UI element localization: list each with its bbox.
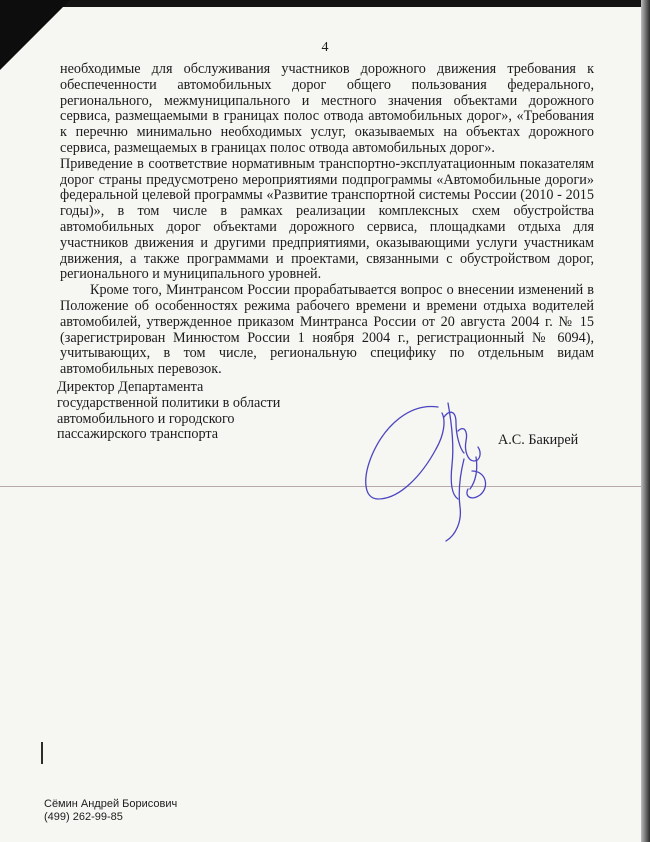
handwritten-signature xyxy=(360,395,560,545)
scan-top-edge xyxy=(0,0,650,7)
signatory-title-line: пассажирского транспорта xyxy=(57,426,219,443)
signatory-name: А.С. Бакирей xyxy=(498,432,579,448)
paragraph-1: необходимые для обслуживания участников дорожного движения требования к обеспеченности автомобильных дорог общего пользования федерального, регионального, межмуниципального и местного значения объектами дорожного сервиса, размещаемыми в границах полос отвода автомобильных дорог», «Требования к перечню минимально необходимых услуг, оказываемых на объектах дорожного сервиса, размещаемых в границах полос отвода автомобильных дорог». xyxy=(60,61,594,156)
margin-mark xyxy=(41,742,43,764)
signatory-title xyxy=(57,380,280,443)
signatory-title-line: государственной политики в области xyxy=(57,394,281,411)
scan-corner-shadow xyxy=(0,0,70,70)
signatory-title-line: Директор Департамента xyxy=(57,379,204,395)
executor-phone: (499) 262-99-85 xyxy=(44,811,123,823)
scan-right-edge xyxy=(641,0,650,842)
paragraph-2: Приведение в соответствие нормативным транспортно-эксплуатационным показателям дорог страны предусмотрено мероприятиями подпрограммы «Автомобильные дороги» федеральной целевой программы «Развитие транспортной системы России (2010 - 2015 годы)», в том числе в рамках реализации комплексных схем обустройства автомобильных дорог объектами дорожного сервиса, площадками отдыха для участников движения и другими предприятиями, оказывающими услуги участникам движения, а также программами и проектами, связанными с обустройством дорог, регионального и муниципального уровней. xyxy=(60,155,594,283)
paragraph-3: Кроме того, Минтрансом России прорабатывается вопрос о внесении изменений в Положение об особенностях режима рабочего времени и времени отдыха водителей автомобилей, утвержденное приказом Минтранса России от 20 августа 2004 г. № 15 (зарегистрирован Минюстом России 1 ноября 2004 г., регистрационный № 6094), учитывающих, в том числе, региональную специфику по отдельным видам автомобильных перевозок. xyxy=(60,282,594,378)
letter-body xyxy=(60,62,594,378)
executor-name: Сёмин Андрей Борисович xyxy=(44,798,178,810)
executor-footer xyxy=(44,798,177,824)
page-number: 4 xyxy=(321,40,329,55)
signatory-title-line: автомобильного и городского xyxy=(57,410,235,427)
